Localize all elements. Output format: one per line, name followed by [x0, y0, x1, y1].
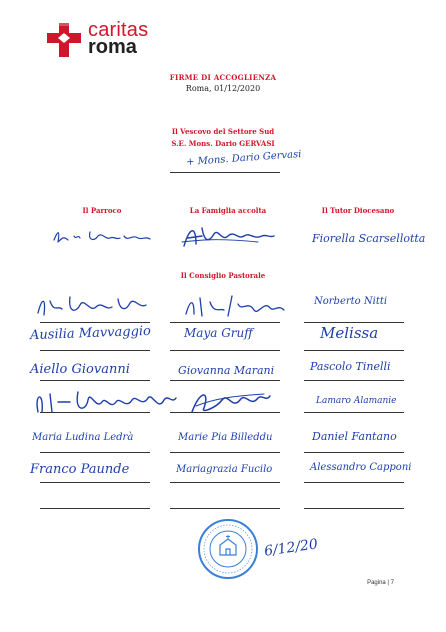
- council-signature-r3-right: Pascolo Tinelli: [310, 360, 391, 373]
- council-line-r4-left: [40, 412, 150, 413]
- parroco-heading: Il Parroco: [82, 206, 122, 215]
- council-line-r1-left: [40, 322, 150, 323]
- bishop-signature: + Mons. Dario Gervasi: [185, 148, 302, 169]
- council-line-r2-mid: [170, 350, 280, 351]
- logo-line-roma: roma: [88, 36, 137, 58]
- logo-line-caritas: caritas: [88, 19, 149, 41]
- tutor-signature: Fiorella Scarsellotta: [312, 232, 426, 245]
- council-line-r3-right: [304, 380, 404, 381]
- council-line-r6-mid: [170, 482, 280, 483]
- council-signature-r6-right: Alessandro Capponi: [310, 462, 412, 473]
- council-signature-r1-left: [32, 291, 157, 321]
- council-line-r7-mid: [170, 508, 280, 509]
- caritas-cross-icon: [44, 20, 84, 60]
- bishop-title: Il Vescovo del Settore Sud: [171, 127, 275, 136]
- parroco-signature: [50, 226, 160, 248]
- council-signature-r6-left: Franco Paunde: [30, 462, 130, 477]
- page-number: Pagina | 7: [367, 580, 394, 586]
- parish-stamp-icon: [196, 517, 260, 581]
- tutor-heading: Il Tutor Diocesano: [321, 206, 395, 215]
- council-signature-r5-left: Maria Ludina Ledrà: [32, 432, 134, 443]
- council-signature-r1-right: Norberto Nitti: [314, 296, 388, 307]
- council-line-r5-right: [304, 452, 404, 453]
- document-date: Roma, 01/12/2020: [185, 84, 261, 93]
- council-line-r3-mid: [170, 380, 280, 381]
- council-signature-r4-right: Lamaro Alamanie: [316, 396, 397, 406]
- council-signature-r3-left: Aiello Giovanni: [30, 362, 130, 377]
- council-line-r5-mid: [170, 452, 280, 453]
- bishop-signature-line: [170, 172, 280, 173]
- famiglia-signature: [178, 222, 278, 252]
- council-line-r3-left: [40, 380, 150, 381]
- famiglia-heading: La Famiglia accolta: [189, 206, 267, 215]
- council-line-r7-right: [304, 508, 404, 509]
- council-line-r2-left: [40, 350, 150, 351]
- council-signature-r2-right: Melissa: [320, 324, 379, 342]
- council-signature-r3-mid: Giovanna Marani: [178, 364, 275, 377]
- document-title: FIRME DI ACCOGLIENZA: [169, 73, 277, 82]
- council-signature-r5-mid: Marie Pia Billeddu: [178, 432, 273, 443]
- stamp-date: 6/12/20: [263, 536, 319, 560]
- council-line-r6-left: [40, 482, 150, 483]
- council-signature-r2-mid: Maya Gruff: [184, 326, 253, 340]
- council-line-r5-left: [40, 452, 150, 453]
- council-line-r1-mid: [170, 322, 280, 323]
- council-line-r2-right: [304, 350, 404, 351]
- council-signature-r1-mid: [180, 290, 290, 322]
- council-line-r4-mid: [170, 412, 280, 413]
- council-line-r1-right: [304, 322, 404, 323]
- council-line-r7-left: [40, 508, 150, 509]
- council-line-r6-right: [304, 482, 404, 483]
- bishop-name: S.E. Mons. Dario GERVASI: [171, 139, 275, 148]
- logo-text: [88, 19, 149, 58]
- caritas-roma-logo: [44, 20, 194, 64]
- council-heading: Il Consiglio Pastorale: [180, 271, 266, 280]
- council-signature-r6-mid: Mariagrazia Fucilo: [176, 464, 273, 475]
- council-signature-r5-right: Daniel Fantano: [312, 430, 397, 443]
- council-signature-r2-left: Ausilia Mavvaggio: [29, 323, 152, 344]
- council-line-r4-right: [304, 412, 404, 413]
